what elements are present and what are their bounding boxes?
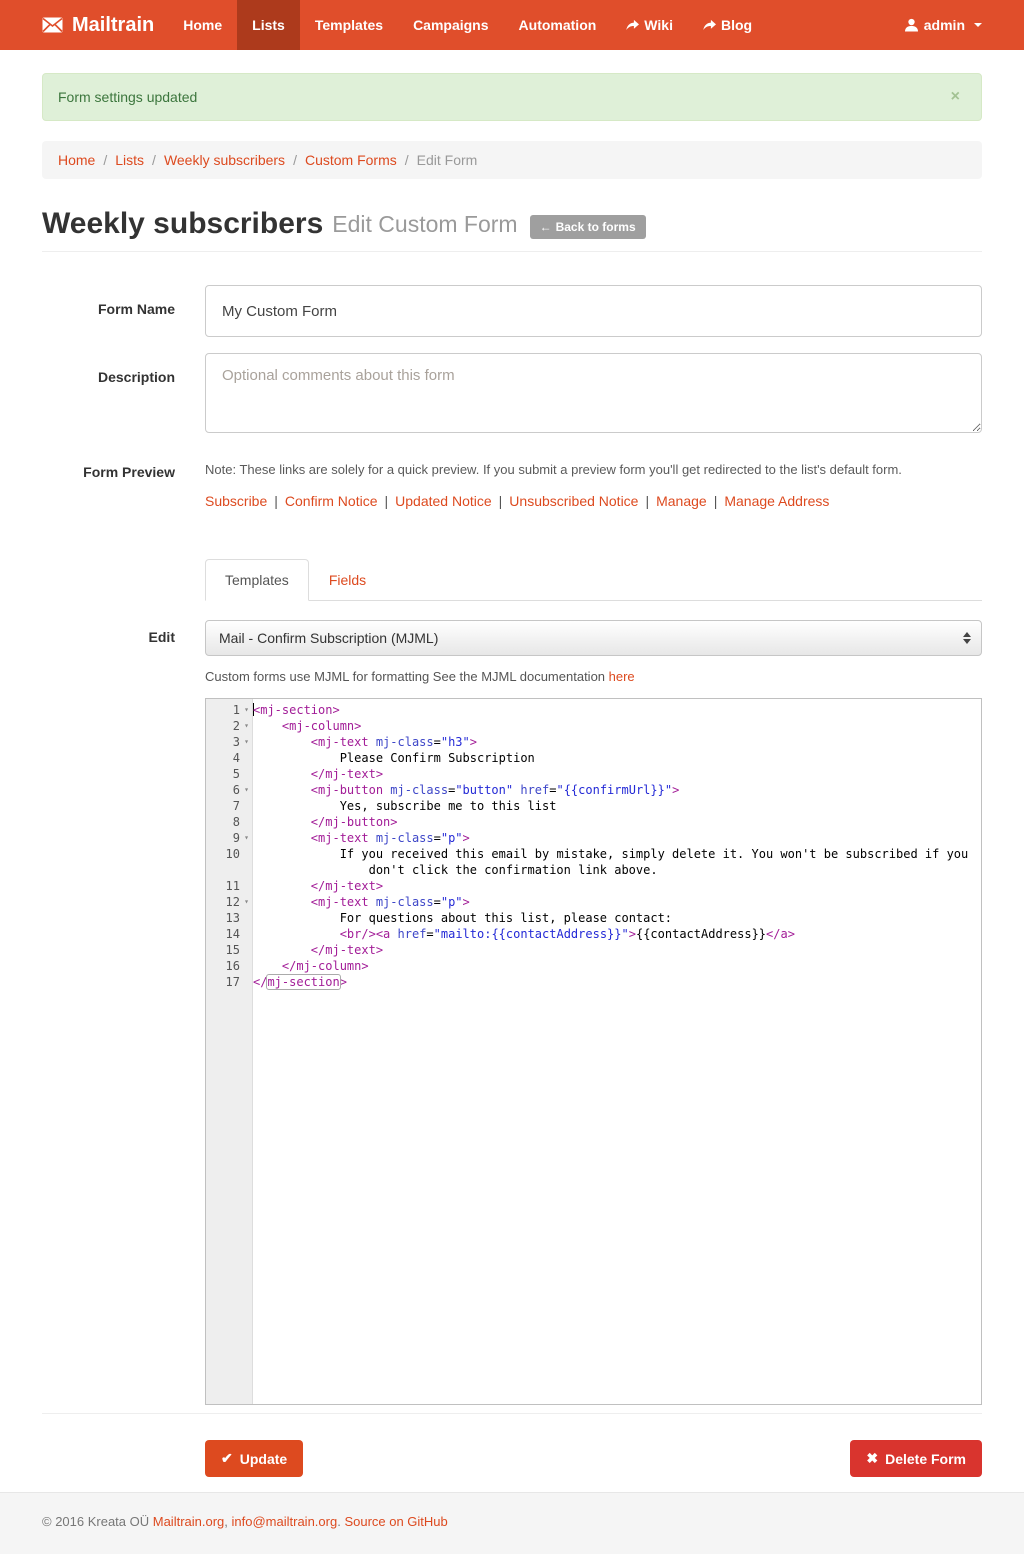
brand-label: Mailtrain bbox=[72, 13, 155, 36]
fold-marker[interactable]: ▾ bbox=[244, 785, 249, 794]
preview-link[interactable]: Manage bbox=[656, 493, 707, 509]
code-token: For questions about this list, please contact: bbox=[253, 911, 673, 925]
code-token: Please Confirm Subscription bbox=[253, 751, 535, 765]
edit-label: Edit bbox=[148, 629, 175, 645]
code-text bbox=[253, 702, 981, 718]
tab-fields[interactable]: Fields bbox=[328, 572, 367, 588]
fold-spacer bbox=[240, 766, 253, 782]
fold-spacer bbox=[240, 926, 253, 942]
line-number: 11 bbox=[225, 879, 240, 893]
line-number: 8 bbox=[232, 815, 240, 829]
line-gutter bbox=[206, 702, 253, 718]
code-token: <br/><a bbox=[339, 927, 391, 941]
preview-link[interactable]: Confirm Notice bbox=[284, 493, 378, 509]
fold-marker[interactable]: ▾ bbox=[244, 737, 249, 746]
line-gutter bbox=[206, 958, 253, 974]
code-token bbox=[369, 831, 376, 845]
code-token bbox=[253, 783, 311, 797]
code-token: > bbox=[462, 895, 470, 909]
pipe-separator: | bbox=[645, 493, 650, 509]
line-gutter bbox=[206, 718, 253, 734]
envelope-icon bbox=[42, 17, 63, 33]
code-token: = bbox=[549, 783, 557, 797]
mjml-docs-link[interactable]: here bbox=[608, 669, 635, 684]
line-gutter bbox=[206, 814, 253, 830]
form-name-row bbox=[42, 285, 982, 337]
edit-row bbox=[42, 620, 982, 656]
fold-marker[interactable]: ▾ bbox=[244, 833, 249, 842]
update-button[interactable]: ✔ Update bbox=[205, 1440, 303, 1477]
code-text bbox=[253, 974, 981, 990]
delete-form-button[interactable]: ✖ Delete Form bbox=[850, 1440, 982, 1477]
code-line[interactable] bbox=[206, 926, 981, 942]
code-token: {{contactAddress}} bbox=[635, 927, 767, 941]
code-token: <mj-text bbox=[310, 831, 369, 845]
code-token: </mj-column> bbox=[281, 959, 369, 973]
code-token: "mailto:{{contactAddress}}" bbox=[433, 927, 629, 941]
nav-item-wiki[interactable] bbox=[611, 0, 688, 50]
code-line[interactable] bbox=[206, 766, 981, 782]
code-token bbox=[253, 719, 282, 733]
code-line[interactable] bbox=[206, 718, 981, 734]
code-text bbox=[253, 798, 981, 814]
code-text bbox=[253, 750, 981, 766]
form-preview-label: Form Preview bbox=[83, 464, 175, 480]
code-token: "p" bbox=[440, 895, 463, 909]
form-name-input[interactable] bbox=[205, 285, 982, 337]
code-line[interactable] bbox=[206, 942, 981, 958]
user-menu[interactable] bbox=[905, 0, 982, 50]
alert-message: Form settings updated bbox=[58, 89, 198, 105]
fold-spacer bbox=[240, 910, 253, 926]
template-select-value: Mail - Confirm Subscription (MJML) bbox=[219, 630, 439, 646]
code-token: </mj-text> bbox=[310, 943, 384, 957]
line-number: 4 bbox=[232, 751, 240, 765]
tab-templates[interactable]: Templates bbox=[205, 559, 309, 601]
page-subtitle: Edit Custom Form bbox=[332, 210, 518, 237]
code-token: > bbox=[339, 975, 347, 989]
footer-link[interactable]: Mailtrain.org bbox=[152, 1514, 225, 1529]
code-line[interactable] bbox=[206, 974, 981, 990]
x-icon: ✖ bbox=[866, 1450, 879, 1466]
fold-spacer bbox=[240, 958, 253, 974]
code-token: "{{confirmUrl}}" bbox=[556, 783, 673, 797]
code-line[interactable] bbox=[206, 814, 981, 830]
code-text bbox=[253, 926, 981, 942]
code-editor[interactable] bbox=[205, 698, 982, 1405]
line-gutter bbox=[206, 798, 253, 814]
person-icon bbox=[905, 18, 918, 32]
line-number: 16 bbox=[225, 959, 240, 973]
code-text bbox=[253, 910, 981, 926]
code-token bbox=[253, 767, 311, 781]
code-text bbox=[253, 846, 981, 878]
code-token: <mj-section> bbox=[253, 703, 340, 717]
line-gutter bbox=[206, 942, 253, 958]
code-token bbox=[253, 879, 311, 893]
page-title bbox=[42, 207, 982, 241]
code-token: </a> bbox=[766, 927, 795, 941]
code-token: <mj-text bbox=[310, 735, 369, 749]
nav-item-automation[interactable] bbox=[504, 0, 612, 50]
code-token bbox=[390, 927, 397, 941]
code-token: > bbox=[628, 927, 636, 941]
code-token bbox=[253, 927, 340, 941]
nav-item-label: Wiki bbox=[644, 17, 673, 33]
code-token: </mj-button> bbox=[310, 815, 398, 829]
breadcrumb-link[interactable]: Home bbox=[58, 152, 96, 168]
code-token bbox=[253, 943, 311, 957]
code-text bbox=[253, 814, 981, 830]
footer-link[interactable]: info@mailtrain.org bbox=[231, 1514, 338, 1529]
nav-item-label: Campaigns bbox=[413, 17, 489, 33]
share-icon bbox=[703, 19, 716, 32]
code-token: mj-class bbox=[375, 895, 434, 909]
alert-close-button[interactable]: × bbox=[945, 89, 966, 105]
breadcrumb-link[interactable]: Custom Forms bbox=[304, 152, 397, 168]
code-token: </mj-text> bbox=[310, 879, 384, 893]
line-number: 10 bbox=[225, 847, 240, 861]
code-token: = bbox=[426, 927, 434, 941]
brand-link[interactable] bbox=[42, 0, 154, 50]
nav-item-templates[interactable] bbox=[300, 0, 398, 50]
code-line[interactable] bbox=[206, 734, 981, 750]
preview-link[interactable]: Updated Notice bbox=[395, 493, 492, 509]
code-lines bbox=[206, 699, 981, 990]
code-text bbox=[253, 782, 981, 798]
pipe-separator: | bbox=[498, 493, 503, 509]
code-token bbox=[253, 815, 311, 829]
line-number: 15 bbox=[225, 943, 240, 957]
line-number: 14 bbox=[225, 927, 240, 941]
code-line[interactable] bbox=[206, 782, 981, 798]
line-gutter bbox=[206, 750, 253, 766]
fold-spacer bbox=[240, 878, 253, 894]
code-token: </ bbox=[253, 975, 268, 989]
nav-item-label: Lists bbox=[252, 17, 285, 33]
fold-spacer bbox=[240, 974, 253, 990]
code-line[interactable] bbox=[206, 910, 981, 926]
code-token: = bbox=[433, 831, 441, 845]
template-select[interactable] bbox=[205, 620, 982, 656]
page-header bbox=[42, 207, 982, 252]
line-number: 9 bbox=[232, 831, 240, 845]
code-token: href bbox=[520, 783, 550, 797]
footer-copy: . bbox=[337, 1514, 345, 1529]
breadcrumb-link[interactable]: Lists bbox=[115, 152, 145, 168]
code-token: <mj-column> bbox=[281, 719, 362, 733]
code-line[interactable] bbox=[206, 878, 981, 894]
line-gutter bbox=[206, 734, 253, 750]
line-gutter bbox=[206, 830, 253, 846]
line-number: 5 bbox=[232, 767, 240, 781]
fold-spacer bbox=[240, 814, 253, 830]
check-icon: ✔ bbox=[221, 1450, 233, 1466]
code-line[interactable] bbox=[206, 894, 981, 910]
matching-tag: mj-section bbox=[267, 975, 340, 989]
success-alert bbox=[42, 73, 982, 121]
tabs bbox=[205, 559, 982, 601]
line-number: 13 bbox=[225, 911, 240, 925]
code-token bbox=[253, 735, 311, 749]
preview-link[interactable]: Unsubscribed Notice bbox=[509, 493, 639, 509]
line-gutter bbox=[206, 878, 253, 894]
navbar bbox=[0, 0, 1024, 50]
code-token: > bbox=[462, 831, 470, 845]
actions-row bbox=[42, 1440, 982, 1477]
fold-marker[interactable]: ▾ bbox=[244, 705, 249, 714]
code-line[interactable] bbox=[206, 798, 981, 814]
fold-spacer bbox=[240, 846, 253, 878]
footer-copy: , bbox=[224, 1514, 232, 1529]
preview-links bbox=[205, 493, 982, 509]
code-token: "p" bbox=[440, 831, 463, 845]
nav-item-campaigns[interactable] bbox=[398, 0, 503, 50]
breadcrumb bbox=[42, 141, 982, 179]
code-token: > bbox=[469, 735, 477, 749]
chevron-down-icon bbox=[974, 23, 982, 27]
back-to-forms-button[interactable]: ← Back to forms bbox=[530, 215, 646, 239]
pipe-separator: | bbox=[384, 493, 389, 509]
share-icon bbox=[626, 19, 639, 32]
line-number: 6 bbox=[232, 783, 240, 797]
code-text bbox=[253, 958, 981, 974]
form-preview-row bbox=[42, 462, 982, 509]
code-token: = bbox=[448, 783, 456, 797]
code-token: <mj-button bbox=[310, 783, 384, 797]
select-arrows-icon bbox=[963, 632, 971, 644]
form-name-label: Form Name bbox=[97, 301, 175, 317]
nav-item-label: Home bbox=[183, 17, 223, 33]
breadcrumb-separator: / bbox=[293, 152, 297, 168]
breadcrumb-separator: / bbox=[404, 152, 409, 168]
breadcrumb-link[interactable]: Weekly subscribers bbox=[163, 152, 286, 168]
arrow-left-icon: ← bbox=[539, 220, 552, 234]
line-gutter bbox=[206, 894, 253, 910]
code-line[interactable] bbox=[206, 702, 981, 718]
fold-spacer bbox=[240, 798, 253, 814]
line-gutter bbox=[206, 974, 253, 990]
line-gutter bbox=[206, 846, 253, 878]
code-text bbox=[253, 894, 981, 910]
code-token: <mj-text bbox=[310, 895, 369, 909]
code-token: If you received this email by mistake, simply delete it. You won't be subscribed if you don't click the confirmation link above. bbox=[253, 847, 976, 877]
page-footer bbox=[0, 1492, 1024, 1554]
code-text bbox=[253, 734, 981, 750]
code-line[interactable] bbox=[206, 958, 981, 974]
pipe-separator: | bbox=[713, 493, 718, 509]
fold-marker[interactable]: ▾ bbox=[244, 897, 249, 906]
description-label: Description bbox=[97, 369, 175, 385]
navbar-menu bbox=[168, 0, 767, 50]
line-number: 12 bbox=[225, 895, 240, 909]
line-gutter bbox=[206, 766, 253, 782]
fold-spacer bbox=[240, 942, 253, 958]
footer-text bbox=[42, 1514, 982, 1529]
code-token: Yes, subscribe me to this list bbox=[253, 799, 557, 813]
code-token bbox=[369, 895, 376, 909]
code-token bbox=[369, 735, 376, 749]
pipe-separator: | bbox=[274, 493, 278, 509]
code-text bbox=[253, 878, 981, 894]
nav-item-lists[interactable] bbox=[237, 0, 300, 50]
code-text bbox=[253, 718, 981, 734]
code-token: mj-class bbox=[390, 783, 449, 797]
code-token bbox=[253, 831, 311, 845]
breadcrumb-current: Edit Form bbox=[416, 152, 478, 168]
code-token: mj-class bbox=[375, 735, 434, 749]
preview-note: Note: These links are solely for a quick preview. If you submit a preview form you'll get redirected to the list's default form. bbox=[205, 462, 902, 477]
code-token: = bbox=[433, 895, 441, 909]
fold-marker[interactable]: ▾ bbox=[244, 721, 249, 730]
line-number: 17 bbox=[225, 975, 240, 989]
code-token: "button" bbox=[455, 783, 514, 797]
list-name: Weekly subscribers bbox=[42, 207, 324, 240]
code-text bbox=[253, 766, 981, 782]
line-number: 7 bbox=[232, 799, 240, 813]
nav-item-label: Automation bbox=[518, 17, 597, 33]
code-line[interactable] bbox=[206, 846, 981, 878]
user-label: admin bbox=[923, 17, 965, 33]
description-row bbox=[42, 353, 982, 438]
breadcrumb-separator: / bbox=[103, 152, 108, 168]
code-token: href bbox=[397, 927, 427, 941]
code-token: </mj-text> bbox=[310, 767, 384, 781]
fold-spacer bbox=[240, 750, 253, 766]
code-line[interactable] bbox=[206, 830, 981, 846]
tabs-row bbox=[42, 559, 982, 601]
nav-item-label: Templates bbox=[314, 17, 384, 33]
line-gutter bbox=[206, 926, 253, 942]
code-text bbox=[253, 942, 981, 958]
code-token: > bbox=[672, 783, 680, 797]
code-token: "h3" bbox=[440, 735, 470, 749]
code-token bbox=[253, 895, 311, 909]
line-number: 1 bbox=[232, 703, 240, 717]
mjml-help: Custom forms use MJML for formatting See the MJML documentation here bbox=[205, 669, 635, 684]
footer-link[interactable]: Source on GitHub bbox=[344, 1514, 448, 1529]
code-line[interactable] bbox=[206, 750, 981, 766]
line-gutter bbox=[206, 910, 253, 926]
nav-item-home[interactable] bbox=[168, 0, 237, 50]
preview-link[interactable]: Subscribe bbox=[205, 493, 268, 509]
nav-item-blog[interactable] bbox=[688, 0, 767, 50]
footer-copy: © 2016 Kreata OÜ bbox=[42, 1514, 153, 1529]
nav-item-label: Blog bbox=[720, 17, 753, 33]
code-text bbox=[253, 830, 981, 846]
description-textarea[interactable] bbox=[205, 353, 982, 433]
line-number: 2 bbox=[232, 719, 240, 733]
line-gutter bbox=[206, 782, 253, 798]
divider bbox=[42, 1413, 982, 1414]
code-token: = bbox=[433, 735, 441, 749]
editor-row bbox=[42, 669, 982, 1405]
code-token bbox=[253, 959, 282, 973]
preview-link[interactable]: Manage Address bbox=[724, 493, 830, 509]
breadcrumb-separator: / bbox=[152, 152, 156, 168]
line-number: 3 bbox=[232, 735, 240, 749]
code-token: mj-class bbox=[375, 831, 434, 845]
